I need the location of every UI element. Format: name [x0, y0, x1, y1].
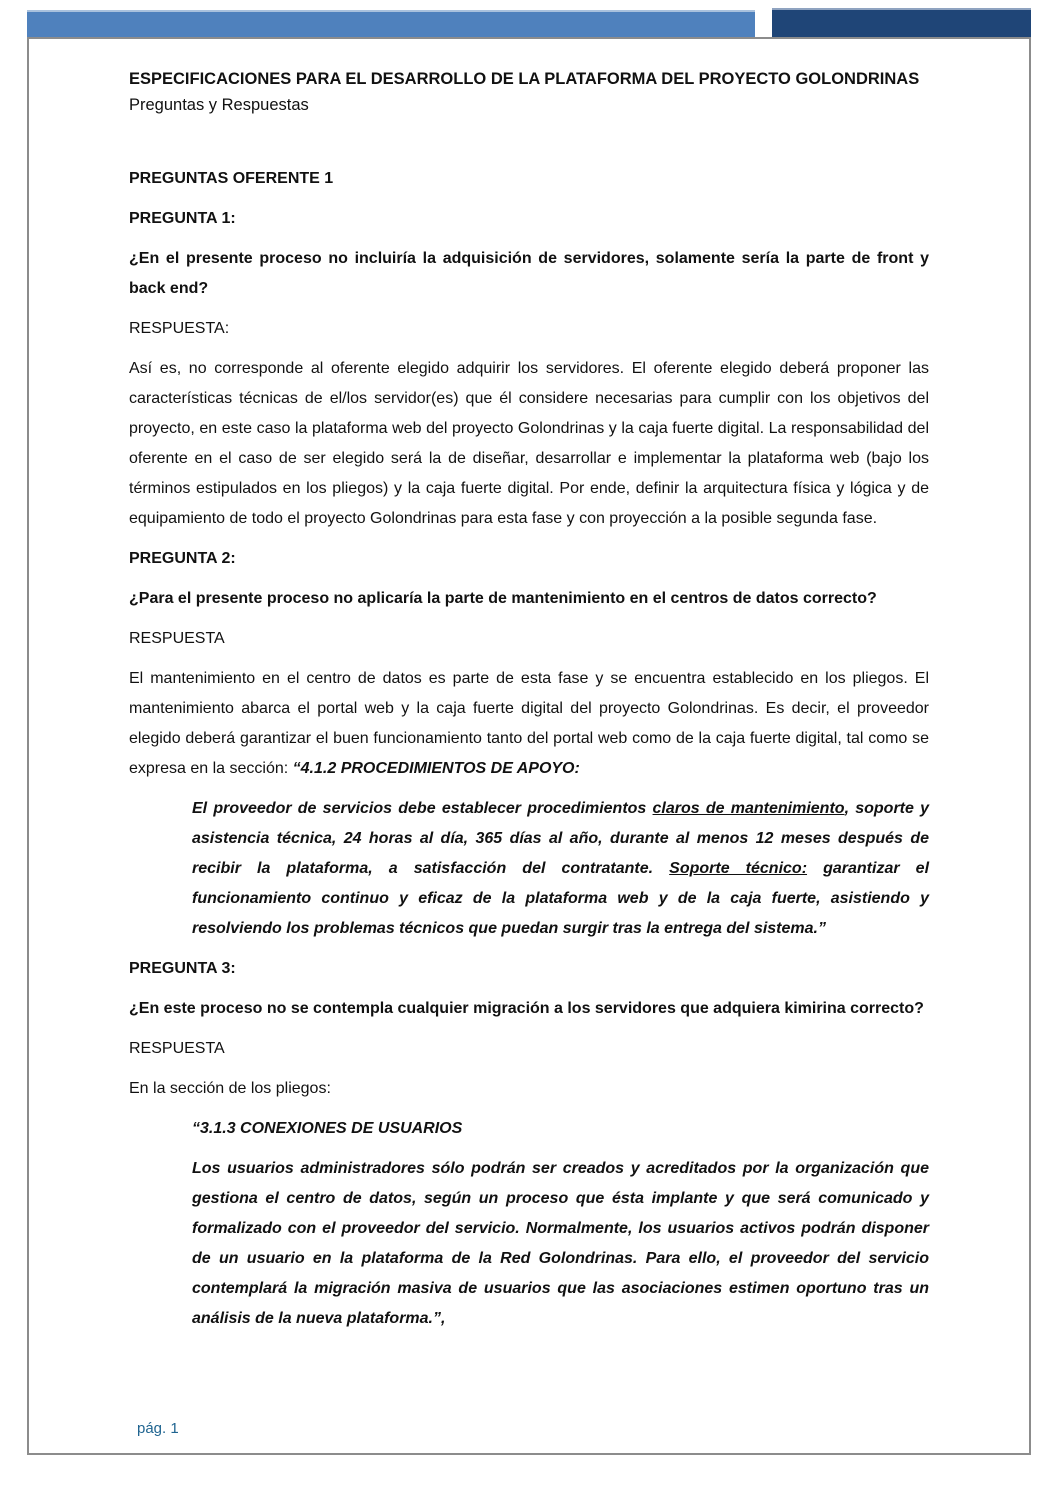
pregunta3-quote-body: Los usuarios administradores sólo podrán ser creados y acreditados por la organización que gestiona el centro de datos, según un proceso que ésta implante y que será comunicado y formalizado con el proveedor del servicio. Normalmente, los usuarios activos podrán disponer de un usuario en la plataforma de la Red Golondrinas. Para ello, el proveedor del servicio contemplará la migración masiva de usuarios que las asociaciones estimen oportuno tras un análisis de la nueva plataforma.”,	[192, 1160, 929, 1327]
pregunta2-answer-section-ref: “4.1.2 PROCEDIMIENTOS DE APOYO:	[292, 760, 580, 777]
document-title: ESPECIFICACIONES PARA EL DESARROLLO DE LA PLATAFORMA DEL PROYECTO GOLONDRINAS	[129, 70, 920, 88]
pregunta3-respuesta-label: RESPUESTA	[129, 1040, 225, 1057]
pregunta2-respuesta-label: RESPUESTA	[129, 630, 225, 647]
pregunta3-heading: PREGUNTA 3:	[129, 960, 236, 977]
pregunta3-quote-heading: “3.1.3 CONEXIONES DE USUARIOS	[192, 1120, 463, 1137]
pregunta3-intro: En la sección de los pliegos:	[129, 1080, 331, 1097]
pregunta2-heading: PREGUNTA 2:	[129, 550, 236, 567]
document-page	[27, 37, 1031, 1455]
quote-segment: El proveedor de servicios debe establecer procedimientos	[192, 800, 653, 817]
header-bar-light-blue	[27, 10, 755, 37]
document-content	[29, 39, 1029, 1334]
quote-underlined-segment: claros de mantenimiento	[652, 800, 845, 817]
oferente-heading: PREGUNTAS OFERENTE 1	[129, 170, 334, 187]
pregunta2-answer-text: El mantenimiento en el centro de datos es parte de esta fase y se encuentra establecido en los pliegos. El mantenimiento abarca el portal web y la caja fuerte digital del proyecto Golondrinas. Es decir, el proveedor elegido deberá garantizar el buen funcionamiento tanto del portal web como de la caja fuerte digital, tal como se expresa en la sección:	[129, 670, 929, 777]
pregunta2-question: ¿Para el presente proceso no aplicaría la parte de mantenimiento en el centros de datos correcto?	[129, 590, 877, 607]
pregunta1-answer: Así es, no corresponde al oferente elegido adquirir los servidores. El oferente elegido deberá proponer las características técnicas de el/los servidor(es) que él considere necesarias para cumplir con los objetivos del proyecto, en este caso la plataforma web del proyecto Golondrinas y la caja fuerte digital. La responsabilidad del oferente en el caso de ser elegido será la de diseñar, desarrollar e implementar la plataforma web (bajo los términos estipulados en los pliegos) y la caja fuerte digital. Por ende, definir la arquitectura física y lógica y de equipamiento de todo el proyecto Golondrinas para esta fase y con proyección a la posible segunda fase.	[129, 360, 929, 527]
pregunta1-respuesta-label: RESPUESTA:	[129, 320, 230, 337]
pregunta2-answer	[129, 664, 929, 784]
quote-segment: garantizar el funcionamiento continuo y eficaz de la plataforma web y de la caja fuerte, asistiendo y resolviendo los problemas técnicos que puedan surgir tras la entrega del sistema.”	[192, 860, 930, 937]
header-bar-dark-blue	[772, 8, 1031, 37]
pregunta2-quote-block	[192, 794, 929, 944]
quote-segment: , soporte y asistencia técnica, 24 horas al día, 365 días al año, durante al menos 12 meses después de recibir la plataforma, a satisfacción del contratante.	[192, 800, 929, 877]
pregunta1-question: ¿En el presente proceso no incluiría la adquisición de servidores, solamente sería la parte de front y back end?	[129, 250, 929, 297]
page-number: pág. 1	[137, 1420, 179, 1437]
pregunta1-heading: PREGUNTA 1:	[129, 210, 236, 227]
document-subtitle: Preguntas y Respuestas	[129, 96, 309, 114]
pregunta3-question: ¿En este proceso no se contempla cualquier migración a los servidores que adquiera kimirina correcto?	[129, 1000, 924, 1017]
quote-underlined-segment: Soporte técnico:	[669, 860, 808, 877]
